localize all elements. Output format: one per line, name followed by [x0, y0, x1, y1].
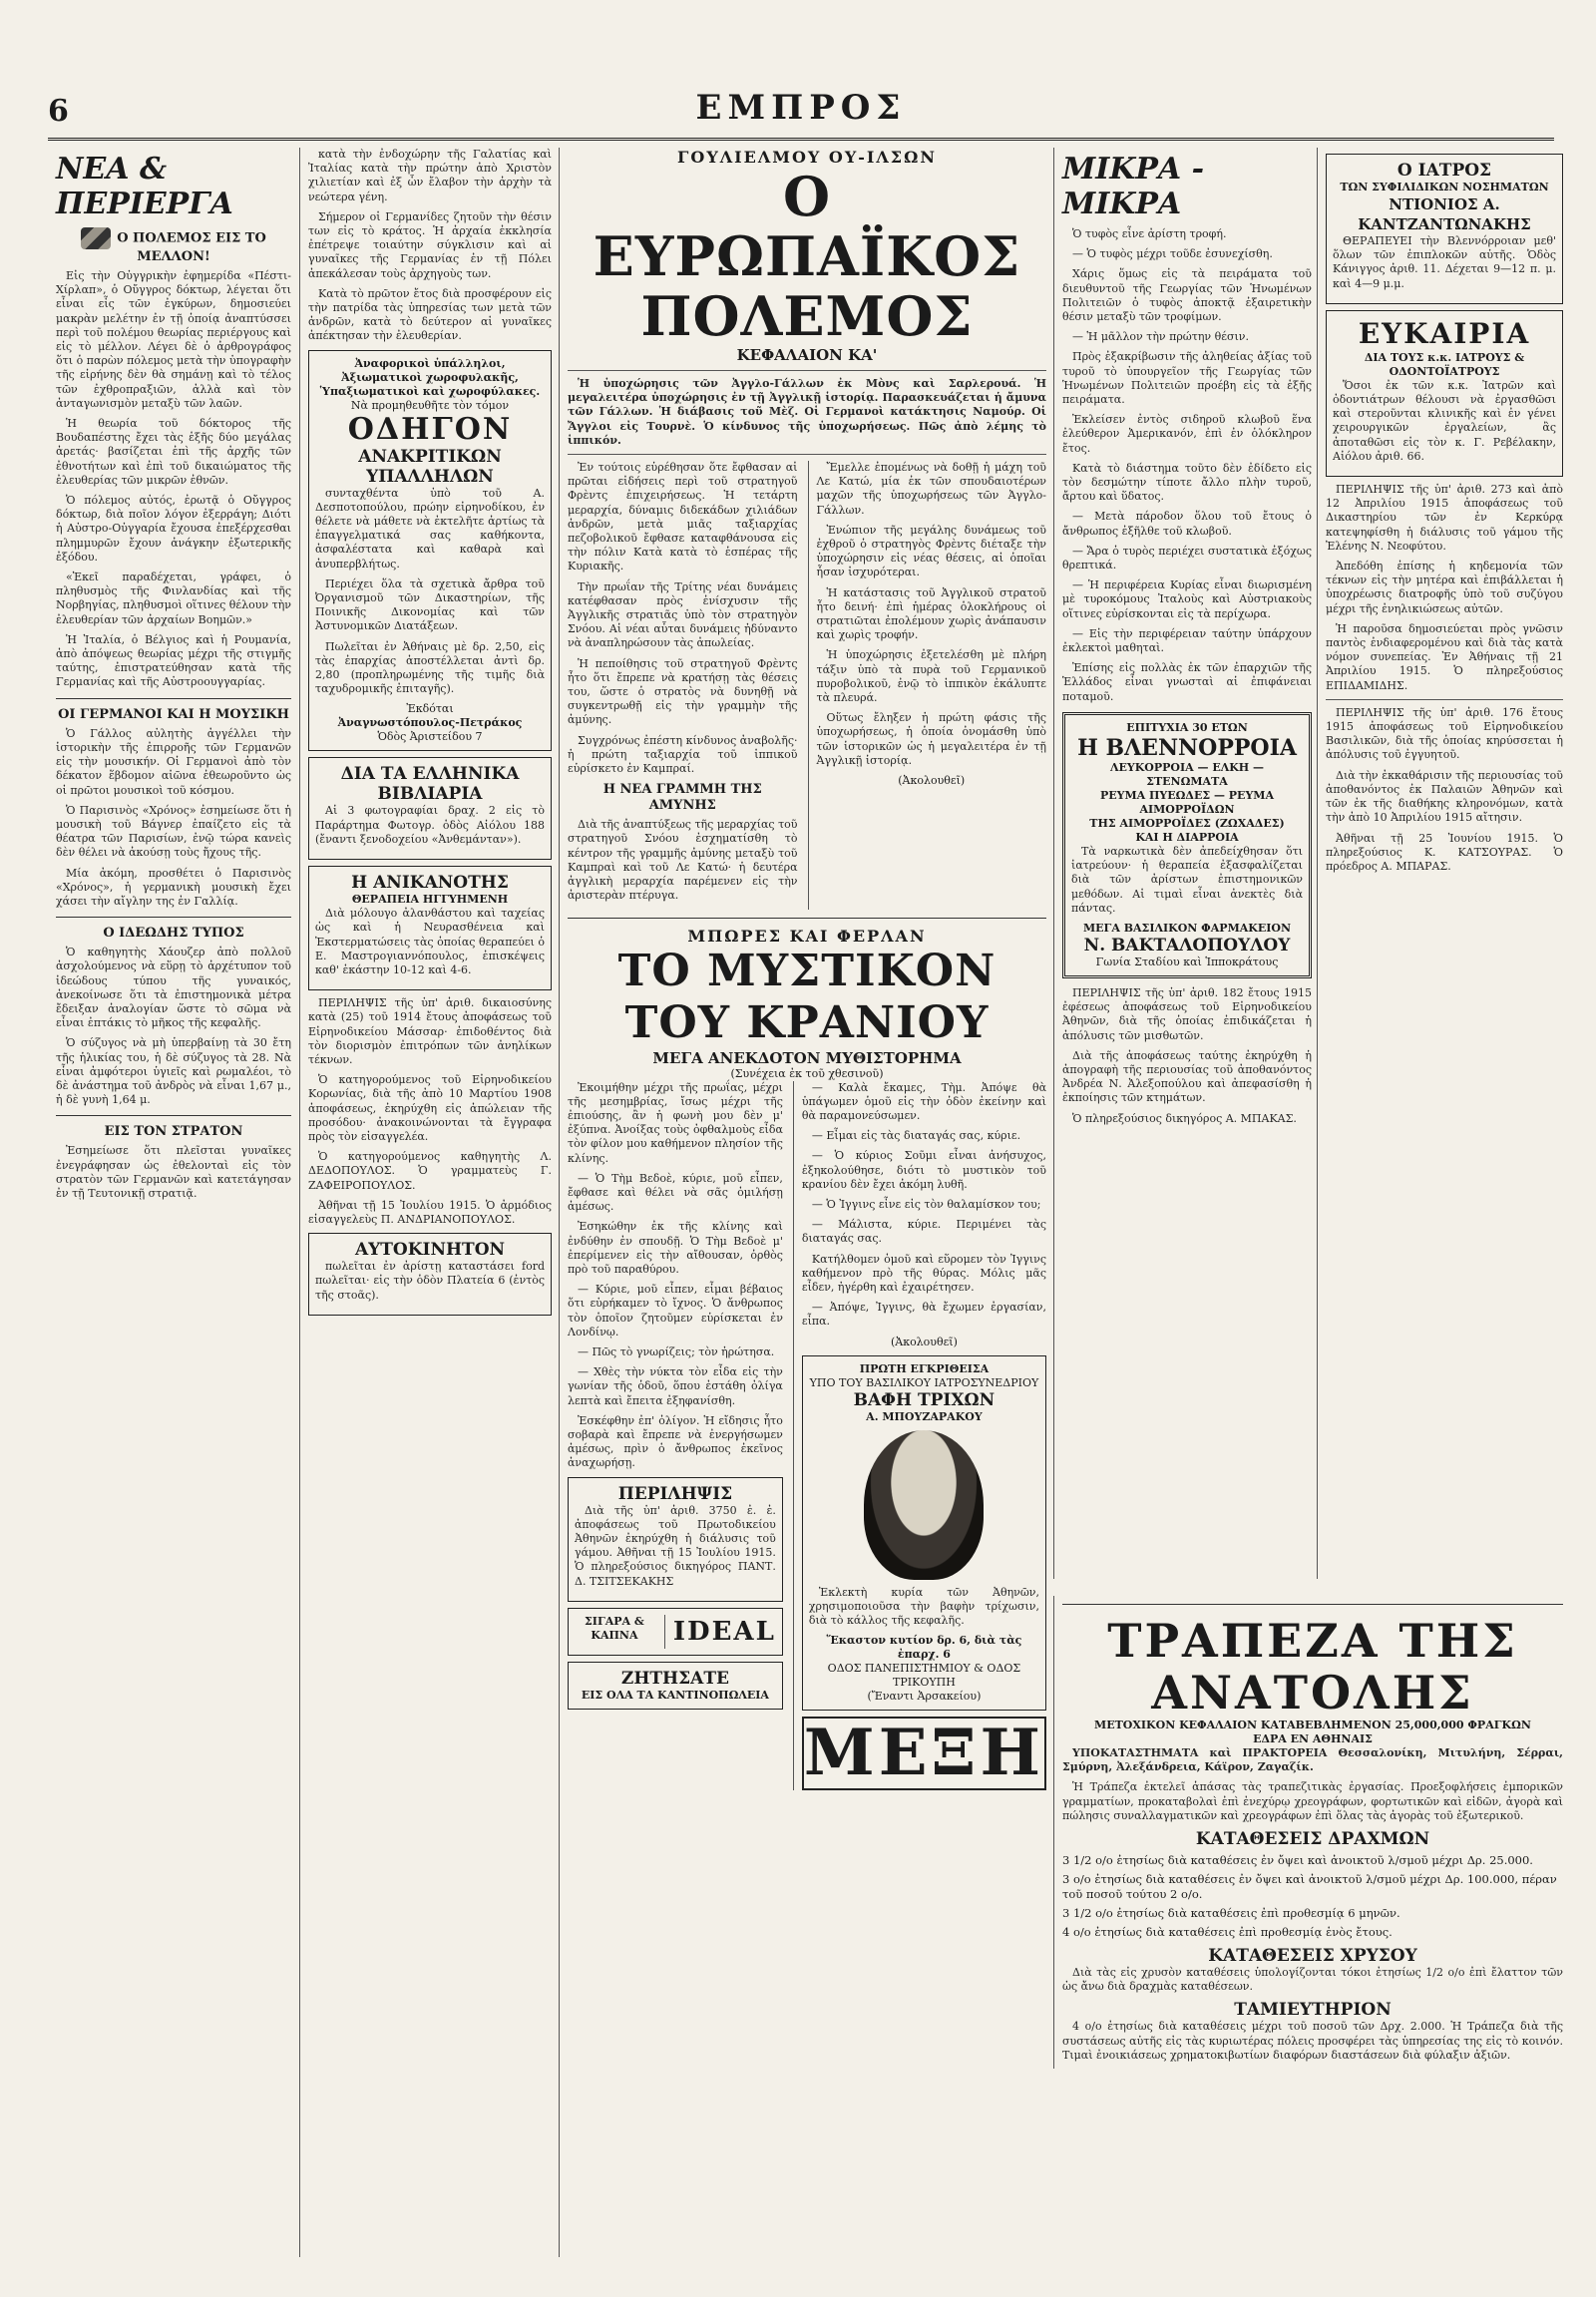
article-paragraph: Ὁ Γάλλος αὐλητὴς ἀγγέλλει τὴν ἱστορικὴν τῆς ἐπιρροῆς τῶν Γερμανῶν εἰς τὴν μουσικήν. Οἱ Γερμανοὶ ἀπὸ τὸν δέκατον ἕβδομον αἰῶνα ἐθεωροῦντο ὡς οἱ πρῶτοι μουσικοὶ τοῦ κόσμου.: [56, 726, 291, 797]
serial-paragraph: — Ὁ κύριος Σοῦμι εἶναι ἀνήσυχος, ἐξηκολούθησε, διότι τὸ μυστικὸν τοῦ κρανίου δὲν ἔχει ἀκόμη λυθῆ.: [801, 1149, 1046, 1191]
article-paragraph: Διὰ τῆς ἀναπτύξεως τῆς μεραρχίας τοῦ στρατηγοῦ Σνόου ἐσχηματίσθη τὸ κέντρον τῆς γραμμῆς ἀμύνης μεταξὺ τοῦ Καμπραὶ καὶ τοῦ Λε Κατώ· ἡ δευτέρα ἀγγλικὴ μεραρχία παρέμενεν εἰς τὴν ἀριστερὰν πτέρυγα.: [568, 818, 798, 903]
article-paragraph: Χάρις ὅμως εἰς τὰ πειράματα τοῦ διευθυντοῦ τῆς Γεωργίας τῶν Ἡνωμένων Πολιτειῶν ὁ τυφὸς ἀποκτᾷ ἐξαιρετικὴν θέσιν μεταξὺ τῶν τροφίμων.: [1062, 267, 1312, 324]
advert-title: ΒΑΦΗ ΤΡΙΧΩΝ: [853, 1389, 996, 1410]
article-paragraph: Ἡ ὑποχώρησις ἐξετελέσθη μὲ πλήρη τάξιν ὑπὸ τὰ πυρὰ τοῦ Γερμανικοῦ πυροβολικοῦ, ἐνῷ τὸ ἱππικὸν ἐκάλυπτε τὰ πλευρά.: [816, 648, 1046, 705]
advert-cigarettes-row: [575, 1615, 776, 1649]
bank-title: ΤΡΑΠΕΖΑ ΤΗΣ ΑΝΑΤΟΛΗΣ: [1107, 1614, 1518, 1720]
article-paragraph: κατὰ τὴν ἐνδοχώρην τῆς Γαλατίας καὶ Ἰταλίας κατὰ τὴν πρώτην ἀπὸ Χριστὸν χιλιετίαν καὶ ἐξ ὧν ἔλαβον τὴν ἀρχὴν τὰ νεώτερα γένη.: [308, 148, 552, 203]
advert-text: Πωλεῖται ἐν Ἀθήναις μὲ δρ. 2,50, εἰς τὰς ἐπαρχίας ἀποστέλλεται ἀντὶ δρ. 2,80 (προπληρωμένης τῆς τιμῆς διὰ ταχυδρομικῆς ἐπιταγῆς).: [315, 639, 545, 696]
serial-authors: ΜΠΩΡΕΣ ΚΑΙ ΦΕΡΛΑΝ: [687, 926, 927, 946]
advert-title: ΕΥΚΑΙΡΙΑ: [1358, 316, 1531, 350]
serial-right: [793, 1081, 1046, 1791]
advert-title-odigon: ΟΔΗΓΟΝ: [347, 411, 513, 447]
publisher-name: Ἀναγνωστόπουλος-Πετράκος: [337, 716, 523, 730]
advert-cigarettes-label: ΣΙΓΑΡΑ & ΚΑΠΝΑ: [585, 1614, 644, 1642]
serial-paragraph: Κατήλθομεν ὁμοῦ καὶ εὕρομεν τὸν Ἰγγινς καθήμενον πρὸ τῆς θύρας. Μόλις μᾶς εἶδεν, ἠγέρθη καὶ ἐχαιρέτησεν.: [801, 1252, 1046, 1294]
article-paragraph: Κατὰ τὸ διάστημα τοῦτο δὲν ἐδίδετο εἰς τὸν δεσμώτην τίποτε ἄλλο πλὴν τυροῦ, ἄρτου καὶ ὕδατος.: [1062, 461, 1312, 504]
advert-text: Τὰ ναρκωτικὰ δὲν ἀπεδείχθησαν ὅτι ἰατρεύουν· ἡ θεραπεία ἐξασφαλίζεται διὰ τῶν ἀρίστων ἐπιστημονικῶν μεθόδων. Αἱ τιμαὶ εἶναι ἀνεκτὲς διὰ πάντας.: [1071, 844, 1303, 915]
legal-notice: Ὁ πληρεξούσιος δικηγόρος Α. ΜΠΑΚΑΣ.: [1072, 1111, 1297, 1125]
legal-notice: Διὰ τὴν ἐκκαθάρισιν τῆς περιουσίας τοῦ ἀποθανόντος ἐκ Παλαιῶν Ἀθηνῶν καὶ τῶν ἐκ τῆς διαθήκης κληρονόμων, κατὰ τὴν ἀπὸ 10 Ἀπριλίου 1915 αἴτησιν.: [1326, 768, 1563, 825]
serial-paragraph: — Ὁ Τὴμ Βεδοὲ, κύριε, μοῦ εἶπεν, ἔφθασε καὶ θέλει νὰ σᾶς ὁμιλήσῃ ἀμέσως.: [568, 1171, 783, 1214]
article-paragraph: «Ἐκεῖ παραδέχεται, γράφει, ὁ πληθυσμὸς τῆς Φινλανδίας καὶ τῆς Νορβηγίας, πληθυσμοὶ οἵτινες θέλουν τὴν ἐλευθερίαν τῶν ἀρχαίων Βοημῶν.»: [56, 571, 291, 626]
legal-summary-box: [568, 1477, 783, 1602]
bank-headquarters: ΕΔΡΑ ΕΝ ΑΘΗΝΑΙΣ: [1253, 1732, 1373, 1745]
advert-text: Ἐκλεκτὴ κυρία τῶν Ἀθηνῶν, χρησιμοποιοῦσα τὴν βαφὴν τρίχωσιν, διὰ τὸ κάλλος τῆς κεφαλῆς.: [808, 1585, 1039, 1627]
column-news-curiosities: [48, 148, 299, 2257]
advert-booklets: [308, 757, 552, 860]
serial-continuation: (Συνέχεια ἐκ τοῦ χθεσινοῦ): [730, 1066, 884, 1080]
advert-line: Α. ΜΠΟΥΖΑΡΑΚΟΥ: [866, 1409, 983, 1423]
article-paragraph: Ὁ καθηγητὴς Χάουζερ ἀπὸ πολλοῦ ἀσχολούμενος νὰ εὕρῃ τὸ ἀρχέτυπον τοῦ ἰδεώδους τύπου τῆς γυναικός, ἀνεκοίνωσε ὅτι τὰ ἐπιστημονικὰ μέτρα ἔδειξαν ἀναλογίαν ὥστε τὸ σῶμα νὰ εἶναι ἐπτάκις τὸ μῆκος τῆς κεφαλῆς.: [56, 946, 291, 1030]
woman-portrait-image: [864, 1430, 984, 1580]
decorative-sketch-icon: [81, 227, 111, 249]
advert-subtitle: ΕΙΣ ΟΛΑ ΤΑ ΚΑΝΤΙΝΟΠΩΛΕΙΑ: [581, 1688, 769, 1702]
legal-notice: ΠΕΡΙΛΗΨΙΣ τῆς ὑπ' ἀριθ. δικαιοσύνης κατὰ (25) τοῦ 1914 ἔτους ἀποφάσεως τοῦ Εἰρηνοδικείου Μάσσαρ· ἐπιδοθέντος διὰ τὸν διορισμὸν ἐπιτρόπων τῶν ἀνηλίκων τέκνων.: [308, 996, 552, 1066]
headline-european-war: Ο ΕΥΡΩΠΑΪΚΟΣ ΠΟΛΕΜΟΣ: [593, 165, 1021, 348]
bank-branches: ΥΠΟΚΑΤΑΣΤΗΜΑΤΑ καὶ ΠΡΑΚΤΟΡΕΙΑ Θεσσαλονίκη, Μιτυλήνη, Σέρραι, Σμύρνη, Ἀλεξάνδρεια, Κάϊρον, Ζαγαζίκ.: [1062, 1746, 1563, 1774]
article-paragraph: — Εἰς τὴν περιφέρειαν ταύτην ὑπάρχουν ἐκλεκτοὶ μαθηταὶ.: [1062, 626, 1312, 655]
divider: [568, 370, 1046, 371]
serial-paragraph: — Μάλιστα, κύριε. Περιμένει τὰς διαταγάς σας.: [801, 1218, 1046, 1246]
advert-address-note: (Ἔναντι Ἀρσακείου): [867, 1690, 982, 1704]
article-paragraph: Ὁ τυφὸς εἶνε ἀρίστη τροφή.: [1072, 227, 1227, 240]
article-paragraph: Πρὸς ἐξακρίβωσιν τῆς ἀληθείας ἀξίας τοῦ τυροῦ τὸ ὑπουργεῖον τῆς Γεωργίας τῶν Ἡνωμένων Πολιτειῶν προέβη εἰς τὰ ἑξῆς πειράματα.: [1062, 350, 1312, 407]
advert-line: Ἀξιωματικοὶ χωροφυλακῆς,: [341, 370, 519, 384]
article-paragraph: — Ἡ μᾶλλον τὴν πρώτην θέσιν.: [1072, 330, 1249, 344]
advert-title: ΑΥΤΟΚΙΝΗΤΟΝ: [354, 1240, 506, 1261]
article-paragraph: Σήμερον οἱ Γερμανίδες ζητοῦν τὴν θέσιν των εἰς τὸ κράτος. Ἡ ἀρχαία ἐκκλησία ἐπέτρεψε τοιαύτην σύγκλισιν καὶ αἱ γυναῖκες τῆς Γερμανίας ἐν τῇ Πόλει ἀπεκάλεσαν τοὺς ἀρχηγοὺς των.: [308, 209, 552, 280]
bank-deposits-title: ΚΑΤΑΘΕΣΕΙΣ ΔΡΑΧΜΩΝ: [1195, 1829, 1430, 1850]
serial-paragraph: — Ὁ Ἰγγινς εἶνε εἰς τὸν θαλαμίσκον του;: [811, 1197, 1041, 1211]
article-paragraph: Ἐνώπιον τῆς μεγάλης δυνάμεως τοῦ ἐχθροῦ ὁ στρατηγὸς Φρὲντς διέταξε τὴν ὑποχώρησιν εἰς νέας θέσεις, αἱ ὁποῖαι ἦσαν ἰσχυρότεραι.: [816, 523, 1046, 579]
advert-line: ΡΕΥΜΑ ΠΥΕΩΔΕΣ — ΡΕΥΜΑ ΑΙΜΟΡΡΟΪΔΩΝ: [1099, 788, 1275, 816]
serial-paragraph: — Πῶς τὸ γνωρίζεις; τὸν ἠρώτησα.: [578, 1344, 775, 1358]
article-paragraph: Ἐπίσης εἰς πολλὰς ἐκ τῶν ἐπαρχιῶν τῆς Ἑλλάδος εἶναι γνωσταὶ αἱ ἐπιφάνειαι ποταμοῦ.: [1062, 661, 1312, 703]
article-paragraph: Οὕτως ἔληξεν ἡ πρώτη φάσις τῆς ὑποχωρήσεως, ἡ ὁποία ὀνομάσθη ὑπὸ τῶν ἱστορικῶν ὡς ἡ μεγαλειτέρα ἐν τῇ Ἀγγλικῇ ἱστορίᾳ.: [816, 711, 1046, 767]
bank-gold-text: Διὰ τὰς εἰς χρυσὸν καταθέσεις ὑπολογίζονται τόκοι ἐτησίως 1/2 ο/ο ἐπὶ ἔλαττον τῶν ὡς ἄνω διὰ δραχμὰς καταθέσεων.: [1062, 1966, 1563, 1994]
advert-meks: ΜΕΞΗ: [803, 1716, 1044, 1791]
advert-blennorrhea: [1062, 712, 1312, 978]
advert-line: Ὑπαξιωματικοὶ καὶ χωροφύλακες.: [319, 384, 541, 398]
publisher-address: Ὁδὸς Ἀριστείδου 7: [377, 730, 483, 744]
advert-text: ΘΕΡΑΠΕΥΕΙ τὴν Βλεννόρροιαν μεθ' ὅλων τῶν ἐπιπλοκῶν αὐτῆς. Ὁδὸς Κάνιγγος ἀριθ. 11. Δέχεται 9—12 π. μ. καὶ 4—9 μ.μ.: [1333, 234, 1556, 290]
article-paragraph: Ἡ Ἰταλία, ὁ Βέλγιος καὶ ἡ Ρουμανία, ἀπὸ ἀπόψεως θεωρίας μέχρι τῆς στιγμῆς ταύτης, ἐπιστρατεύθησαν κατὰ τῆς Γερμανίας καὶ τῆς Αὐστροουγγαρίας.: [56, 632, 291, 689]
advert-subtitle: ΔΙΑ ΤΟΥΣ κ.κ. ΙΑΤΡΟΥΣ & ΟΔΟΝΤΟΪΑΤΡΟΥΣ: [1364, 350, 1525, 378]
legal-summary-title: ΠΕΡΙΛΗΨΙΣ: [617, 1483, 733, 1504]
bank-deposit-rate: 4 ο/ο ἐτησίως διὰ καταθέσεις ἐπὶ προθεσμίᾳ ἑνὸς ἔτους.: [1062, 1925, 1393, 1940]
advert-years: ΕΠΙΤΥΧΙΑ 30 ΕΤΩΝ: [1126, 720, 1248, 734]
article-paragraph: Ὁ Παρισινὸς «Χρόνος» ἐσημείωσε ὅτι ἡ μουσικὴ τοῦ Βάγνερ ἐπαίζετο εἰς τὰ θέατρα τῶν Παρισίων, ἐνῷ τώρα κανεὶς δὲν θέλει νὰ ἀκούσῃ τοὺς ἤχους τῆς.: [56, 803, 291, 860]
divider: [56, 698, 291, 699]
legal-notice: Ἀπεδόθη ἐπίσης ἡ κηδεμονία τῶν τέκνων εἰς τὴν μητέρα καὶ ἐπιβάλλεται ἡ ὑποχρέωσις διατροφῆς ὑπὸ τοῦ συζύγου μέχρι τῆς ἐνηλικιώσεως αὐτῶν.: [1326, 560, 1563, 615]
advert-text: πωλεῖται ἐν ἀρίστῃ καταστάσει ford πωλεῖται· εἰς τὴν ὁδὸν Πλατεία 6 (ἐντὸς τῆς στοᾶς).: [315, 1260, 545, 1302]
advert-car: [308, 1233, 552, 1316]
advert-subtitle: ΤΩΝ ΣΥΦΙΛΙΔΙΚΩΝ ΝΟΣΗΜΑΤΩΝ: [1340, 181, 1549, 193]
divider: [56, 917, 291, 918]
advert-address: ΟΔΟΣ ΠΑΝΕΠΙΣΤΗΜΙΟΥ & ΟΔΟΣ ΤΡΙΚΟΥΠΗ: [827, 1662, 1021, 1690]
legal-notice: Ἀθῆναι τῇ 25 Ἰουνίου 1915. Ὁ πληρεξούσιος Κ. ΚΑΤΣΟΥΡΑΣ. Ὁ πρόεδρος Α. ΜΠΑΡΑΣ.: [1326, 831, 1563, 873]
serial-paragraph: — Κύριε, μοῦ εἶπεν, εἶμαι βέβαιος ὅτι εὑρήκαμεν τὸ ἴχνος. Ὁ ἄνθρωπος τὸν ὁποῖον ζητοῦμεν εὑρίσκεται ἐν Λονδίνῳ.: [568, 1283, 783, 1339]
chapter-label: ΚΕΦΑΛΑΙΟΝ ΚΑ': [736, 346, 878, 364]
divider: [1326, 699, 1563, 700]
article-paragraph: — Ἄρα ὁ τυρὸς περιέχει συστατικὰ ἐξόχως θρεπτικά.: [1062, 544, 1312, 573]
legal-notice: ΠΕΡΙΛΗΨΙΣ τῆς ὑπ' ἀριθ. 273 καὶ ἀπὸ 12 Ἀπριλίου 1915 ἀποφάσεως τοῦ Δικαστηρίου τῶν ἐν Κερκύρᾳ κατεψηφίσθη ἡ διάλυσις τοῦ γάμου τῆς Ἐλένης Ν. Νεοφύτου.: [1326, 483, 1563, 553]
advert-line: ΚΑΙ Η ΔΙΑΡΡΟΙΑ: [1135, 830, 1239, 844]
serial-paragraph: — Εἶμαι εἰς τὰς διαταγάς σας, κύριε.: [811, 1129, 1021, 1143]
advert-title: Η ΒΛΕΝΝΟΡΡΟΙΑ: [1077, 734, 1297, 761]
war-article-left: [568, 461, 798, 909]
article-paragraph: Ὁ πόλεμος αὐτός, ἐρωτᾷ ὁ Οὔγγρος δόκτωρ, διὰ ποῖον λόγον ἐξερράγη; Διότι ἡ Αὐστρο-Οὐγγαρία ἔχουσα ἐπεξέρχεσθαι πλημμυρῶν ἔχουν ἀνάγκην ἐξωτερικῆς ἐξόδου.: [56, 494, 291, 564]
advert-line: ΛΕΥΚΟΡΡΟΙΑ — ΕΛΚΗ — ΣΤΕΝΩΜΑΤΑ: [1109, 760, 1265, 788]
bank-deposit-rate: 3 ο/ο ἐτησίως διὰ καταθέσεις ἐν ὄψει καὶ ἀνοικτοῦ λ/σμοῦ μέχρι Δρ. 100.000, πέραν τοῦ ποσοῦ τούτου 2 ο/ο.: [1062, 1872, 1557, 1902]
advert-title: ΔΙΑ ΤΑ ΕΛΛΗΝΙΚΑ ΒΙΒΛΙΑΡΙΑ: [340, 764, 520, 805]
advert-title: Η ΑΝΙΚΑΝΟΤΗΣ: [351, 873, 509, 894]
advert-subtitle: ΑΝΑΚΡΙΤΙΚΩΝ ΥΠΑΛΛΗΛΩΝ: [358, 446, 502, 487]
article-paragraph: — Ὁ τυφὸς μέχρι τοῦδε ἐσυνεχίσθη.: [1072, 247, 1273, 261]
advert-hair-dye: [802, 1355, 1046, 1712]
article-subheading: Η ΝΕΑ ΓΡΑΜΜΗ ΤΗΣ ΑΜΥΝΗΣ: [602, 782, 762, 814]
serial-paragraph: Ἐσηκώθην ἐκ τῆς κλίνης καὶ ἐνδύθην ἐν σπουδῇ. Ὁ Τὴμ Βεδοὲ μ' ἐπερίμενεν εἰς τὴν αἴθουσαν, ὀρθὸς πρὸ τοῦ παραθύρου.: [568, 1220, 783, 1276]
article-paragraph: Ἡ πεποίθησις τοῦ στρατηγοῦ Φρὲντς ἦτο ὅτι ἔπρεπε νὰ κρατήσῃ τὰς θέσεις του, ὥστε ὁ στρατὸς νὰ δυνηθῇ νὰ συγκεντρωθῇ εἰς τὴν γραμμὴν τῆς ἀμύνης.: [568, 656, 798, 727]
serial-body: [568, 1081, 1046, 1791]
advert-doctor: [1326, 154, 1563, 304]
page-number: 6: [48, 94, 69, 129]
bank-savings-title: ΤΑΜΙΕΥΤΗΡΙΟΝ: [1234, 2000, 1392, 2021]
legal-notice: ΠΕΡΙΛΗΨΙΣ τῆς ὑπ' ἀριθ. 176 ἔτους 1915 ἀποφάσεως τοῦ Εἰρηνοδικείου Βασιλικῶν, διὰ τῆς ὁποίας κηρύσσεται ἡ ἀπόλυσις τοῦ ἐγγυητοῦ.: [1326, 705, 1563, 762]
newspaper-name: ΕΜΠΡΟΣ: [695, 88, 907, 128]
advert-line: ΤΗΣ ΑΙΜΟΡΡΟΪΔΕΣ (ΖΩΧΑΔΕΣ): [1089, 816, 1285, 830]
article-paragraph: Ἡ κατάστασις τοῦ Ἀγγλικοῦ στρατοῦ ἦτο δεινή· ἐπὶ ἡμέρας ὁλοκλήρους οἱ στρατιῶται ἐπολέμουν χωρὶς ἀνάπαυσιν καὶ χωρὶς τροφήν.: [816, 585, 1046, 642]
bank-capital: ΜΕΤΟΧΙΚΟΝ ΚΕΦΑΛΑΙΟΝ ΚΑΤΑΒΕΒΛΗΜΕΝΟΝ 25,000,000 ΦΡΑΓΚΩΝ: [1094, 1719, 1531, 1731]
article-heading-war-future: Ο ΠΟΛΕΜΟΣ ΕΙΣ ΤΟ ΜΕΛΛΟΝ!: [56, 227, 291, 265]
advert-text: Αἱ 3 φωτογραφίαι δραχ. 2 εἰς τὸ Παράρτημα Φωτογρ. ὁδὸς Αἰόλου 188 (ἔναντι ξενοδοχείου «Ἀνθεμάνταν»).: [315, 804, 545, 846]
advert-text: Ὅσοι ἐκ τῶν κ.κ. Ἰατρῶν καὶ ὀδοντιάτρων θέλουσι νὰ ἐργασθῶσι καὶ στεροῦνται κλινικῆς καὶ ἐν γένει χειρουργικῶν ἐργαλείων, ἂς ἀποταθῶσι εἰς τὸν κ. Γ. Ρεβέλακην, Αἰόλου ἀριθ. 66.: [1333, 378, 1556, 463]
article-paragraph: Ἐν τούτοις εὑρέθησαν ὅτε ἔφθασαν αἱ πρῶται εἰδήσεις περὶ τοῦ στρατηγοῦ Φρὲντς ἐπιχειρήσεως. Ἡ τετάρτη μεραρχία, δύναμις διδεκάδων χιλιάδων ἀνδρῶν, μετὰ μιᾶς ταξιαρχίας πεζοβολικοῦ ἔφθασε καταφθάνουσα εἰς τὴν πόλιν Κατὰ κατὰ τὸ ἑσπέρας τῆς Κυριακῆς.: [568, 461, 798, 574]
section-title-small: ΜΙΚΡΑ - ΜΙΚΡΑ: [1062, 152, 1205, 221]
serial-paragraph: — Χθὲς τὴν νύκτα τὸν εἶδα εἰς τὴν γωνίαν τῆς ὁδοῦ, ὅπου ἐστάθη ὀλίγα λεπτὰ καὶ ἔπειτα ἐξηφανίσθη.: [568, 1365, 783, 1407]
serial-paragraph: — Ἀπόψε, Ἰγγινς, θὰ ἔχωμεν ἐργασίαν, εἶπα.: [801, 1301, 1046, 1329]
article-paragraph: Εἰς τὴν Οὐγγρικὴν ἐφημερίδα «Πέστι-Χίρλαπ», ὁ Οὔγγρος δόκτωρ, λέγεται ὅτι εἶναι εἷς τῶν ἐγκύρων, δημοσιεύει μακρὰν μελέτην ἐν τῇ ὁποίᾳ ἀναπτύσσει περὶ τοῦ πολέμου θεωρίας περιέργους καὶ εἰς τὸ μέλλον. Λέγει δὲ ὁ ἀρθρογράφος ὅτι ὁ παρὼν πόλεμος μετὰ τὴν ὑπογραφὴν τῆς εἰρήνης δὲν θὰ σημάνῃ καὶ τὸ τέλος τῶν ἐχθροπραξιῶν, ἀλλὰ καὶ τὸν ἀνταγωνισμὸν μεταξὺ τῶν λαῶν.: [56, 269, 291, 410]
article-paragraph: Ἡ θεωρία τοῦ δόκτορος τῆς Βουδαπέστης ἔχει τὰς ἑξῆς δύο μεγάλας ἀρετάς· βασίζεται ἐπὶ τῆς ἀρχῆς τῶν ἐθνοτήτων καὶ ἐπὶ τοῦ δικαιώματος τῆς ἐλευθερίας τῶν μικρῶν ἐθνῶν.: [56, 417, 291, 487]
serial-left: [568, 1081, 783, 1791]
legal-notice: ΠΕΡΙΛΗΨΙΣ τῆς ὑπ' ἀριθ. 182 ἔτους 1915 ἐφέσεως ἀποφάσεως τοῦ Εἰρηνοδικείου Ἀθηνῶν, διὰ τῆς ὁποίας ἐπιδικάζεται ἡ ἀπόλυσις τῶν μισθωτῶν.: [1062, 985, 1312, 1042]
advert-zitite: [568, 1662, 783, 1710]
advert-line: ΠΡΩΤΗ ΕΓΚΡΙΘΕΙΣΑ: [859, 1361, 990, 1375]
bank-savings-text: 4 ο/ο ἐτησίως διὰ καταθέσεις μέχρι τοῦ ποσοῦ τῶν Δρχ. 2.000. Ἡ Τράπεζα διὰ τῆς συστάσεως αὐτῆς εἰς τὰς κυριωτέρας πόλεις προσφέρει τὰς ὑπηρεσίας της εἰς τὸ κοινόν. Τιμαὶ ἐνοικιάσεως χρηματοκιβωτίων διαφόρων διαστάσεων διὰ φύλαξιν ἀξιῶν.: [1062, 2020, 1563, 2062]
war-article-right: [808, 461, 1047, 909]
legal-notice: Ἀθῆναι τῇ 15 Ἰουλίου 1915. Ὁ ἀρμόδιος εἰσαγγελεὺς Π. ΑΝΔΡΙΑΝΟΠΟΥΛΟΣ.: [308, 1198, 552, 1226]
column-notices: [299, 148, 560, 2257]
bank-deposit-rate: 3 1/2 ο/ο ἐτησίως διὰ καταθέσεις ἐπὶ προθεσμίᾳ 6 μηνῶν.: [1062, 1906, 1400, 1921]
legal-notice: Διὰ τῆς ἀποφάσεως ταύτης ἐκηρύχθη ἡ ἀπογραφὴ τῆς περιουσίας τοῦ ἀποθανόντος Ἀνδρέα Ν. Ἀλεξοπούλου καὶ ἀπεφασίσθη ἡ ἐκποίησις τῶν κτημάτων.: [1062, 1048, 1312, 1105]
article-paragraph: Ἐκλείσεν ἐντὸς σιδηροῦ κλωβοῦ ἕνα ἐλεύθερον Ἀμερικανόν, ἐπὶ ἐν ὁλόκληρον ἔτος.: [1062, 413, 1312, 455]
advert-pharmacist: Ν. ΒΑΚΤΑΛΟΠΟΥΛΟΥ: [1083, 935, 1291, 956]
advert-bank-of-the-east: [1053, 1596, 1571, 2069]
article-byline: ΓΟΥΛΙΕΛΜΟΥ ΟΥ-ΙΛΣΩΝ: [677, 148, 937, 167]
column-war-serial: [559, 148, 1054, 2257]
advert-text: Διὰ μόλουγο ἀλανθάστου καὶ ταχείας ὡς καὶ ἡ Νευρασθένεια καὶ Ἐκστερματώσεις τὰς ὁποίας θεραπεύει ὁ Ε. Μαστρογιαννόπουλος, ἐπισκέψεις καθ' ἑκάστην 10-12 καὶ 4-6.: [315, 907, 545, 976]
chapter-summary: Ἡ ὑποχώρησις τῶν Ἀγγλο-Γάλλων ἐκ Μὸνς καὶ Σαρλερουά. Ἡ μεγαλειτέρα ὑποχώρησις ἐν τῇ Ἀγγλικῇ ἱστορίᾳ. Παρασκευάζεται ἡ ἄμυνα τῶν Γάλλων. Ἡ διάβασις τοῦ Μὲζ. Οἱ Γερμανοὶ κατάκτησις Ναμούρ. Οἱ Ἄγγλοι εἰς Τουρνὲ. Ὁ κίνδυνος τῆς ὑποχωρήσεως. Πῶς ἀπὸ λέμης τὸ ἱππικόν.: [568, 377, 1046, 447]
divider: [568, 454, 1046, 455]
advert-cigarettes-brand: IDEAL: [664, 1615, 776, 1649]
divider: [56, 1115, 291, 1116]
advert-opportunity: [1326, 310, 1563, 477]
article-paragraph: — Μετὰ πάροδον ὅλου τοῦ ἔτους ὁ ἄνθρωπος ἐξῆλθε τοῦ κλωβοῦ.: [1062, 510, 1312, 538]
advert-store: ΜΕΓΑ ΒΑΣΙΛΙΚΟΝ ΦΑΡΜΑΚΕΙΟΝ: [1082, 921, 1292, 935]
advert-price: Ἕκαστον κυτίον δρ. 6, διὰ τὰς ἐπαρχ. 6: [826, 1634, 1022, 1662]
legal-notice: Ὁ κατηγορούμενος καθηγητὴς Λ. ΔΕΔΟΠΟΥΛΟΣ. Ὁ γραμματεὺς Γ. ΖΑΦΕΙΡΟΠΟΥΛΟΣ.: [308, 1150, 552, 1192]
article-heading-ideal-type: Ο ΙΔΕΩΔΗΣ ΤΥΠΟΣ: [103, 926, 244, 942]
article-paragraph: Ἐσημείωσε ὅτι πλεῖσται γυναῖκες ἐνεγράφησαν ὡς ἐθελονταὶ εἰς τὸν στρατὸν τῶν Γερμανῶν καὶ κατετάγησαν ἐν τῇ Τευτονικῇ στρατιᾷ.: [56, 1144, 291, 1200]
legal-notice: Ἡ παροῦσα δημοσιεύεται πρὸς γνῶσιν παντὸς ἐνδιαφερομένου καὶ διὰ τὰς κατὰ νόμον συνεπείας. Ἐν Ἀθήναις τῇ 21 Ἀπριλίου 1915. Ὁ πληρεξούσιος ΕΠΙΔΑΜΙΔΗΣ.: [1326, 621, 1563, 692]
advert-line: Ἀναφορικοὶ ὑπάλληλοι,: [354, 356, 506, 370]
divider: [568, 918, 1046, 919]
advert-impotence: [308, 866, 552, 990]
article-paragraph: Μία ἀκόμη, προσθέτει ὁ Παρισινὸς «Χρόνος», ἡ γερμανικὴ μουσικὴ ἔχει χάσει τὴν αἴγλην της ἐν Γαλλίᾳ.: [56, 866, 291, 908]
publisher-label: Ἐκδόται: [406, 702, 454, 716]
column-adverts: [1317, 148, 1571, 1579]
divider: [1062, 1604, 1563, 1605]
serial-paragraph: Ἐκοιμήθην μέχρι τῆς πρωΐας, μέχρι τῆς μεσημβρίας, ἴσως μέχρι τῆς ἐπιούσης, ἂν ἡ φωνὴ μου δὲν μ' ἐξύπνα. Ἀνοίξας τοὺς ὀφθαλμοὺς εἶδα τὸν φίλον μου καθήμενον πλησίον τῆς κλίνης.: [568, 1080, 783, 1165]
advert-doctor-name: ΝΤΙΟΝΙΟΣ Α. ΚΑΝΤΖΑΝΤΩΝΑΚΗΣ: [1358, 195, 1531, 233]
continued-note: (Ἀκολουθεῖ): [898, 774, 966, 788]
article-paragraph: Ἔμελλε ἐπομένως νὰ δοθῇ ἡ μάχη τοῦ Λε Κατώ, μία ἐκ τῶν σπουδαιοτέρων μαχῶν τῆς ὑποχωρήσεως τῶν Ἀγγλο-Γάλλων.: [816, 461, 1046, 517]
serial-subtitle: ΜΕΓΑ ΑΝΕΚΔΟΤΟΝ ΜΥΘΙΣΤΟΡΗΜΑ: [652, 1048, 962, 1067]
advert-text: συνταχθέντα ὑπὸ τοῦ Α. Δεσποτοπούλου, πρώην εἰρηνοδίκου, ἐν θέλετε νὰ μάθετε νὰ ἐκτελῆτε ἀρτίως τὰ ἐπαγγελματικά σας καθήκοντα, ἀσφαλέστατα καὶ καθαρὰ καὶ ἀνυπερβλήτως.: [315, 486, 545, 571]
advert-cigarettes: [568, 1608, 783, 1656]
war-article-body: [568, 461, 1046, 909]
article-paragraph: Ὁ σύζυγος νὰ μὴ ὑπερβαίνῃ τὰ 30 ἔτη τῆς ἡλικίας του, ἡ δὲ σύζυγος τὰ 28. Νὰ εἶναι ἀμφότεροι ὑγιεῖς καὶ ρωμαλέοι, τὸ δὲ ἀνάστημα τοῦ ἀνδρὸς νὰ εἶναι 1,67 μ., ἡ δὲ γυνὴ 1,64 μ.: [56, 1036, 291, 1107]
advert-subtitle: ΘΕΡΑΠΕΙΑ ΗΓΓΥΗΜΕΝΗ: [351, 893, 509, 907]
serial-paragraph: — Καλὰ ἔκαμες, Τὴμ. Ἀπόψε θὰ ὑπάγωμεν ὁμοῦ εἰς τὴν ὁδὸν ἐκείνην καὶ θὰ παραμονεύσωμεν.: [801, 1080, 1046, 1122]
bank-gold-title: ΚΑΤΑΘΕΣΕΙΣ ΧΡΥΣΟΥ: [1208, 1946, 1417, 1967]
advert-title: Ο ΙΑΤΡΟΣ: [1396, 161, 1492, 181]
column-small-news: [1053, 148, 1320, 1579]
legal-notice: Ὁ κατηγορούμενος τοῦ Εἰρηνοδικείου Κορωνίας, διὰ τῆς ἀπὸ 10 Μαρτίου 1908 ἀποφάσεως, ἐκηρύχθη εἰς ἀπώλειαν τῆς προσόδου· ἀνακοινώνονται τὰ ἔγγραφα πρὸς τὸν εἰσαγγελέα.: [308, 1073, 552, 1143]
serial-title: ΤΟ ΜΥΣΤΙΚΟΝ ΤΟΥ ΚΡΑΝΙΟΥ: [617, 945, 997, 1048]
article-heading-germans-music: ΟΙ ΓΕΡΜΑΝΟΙ ΚΑΙ Η ΜΟΥΣΙΚΗ: [58, 706, 289, 722]
advert-line: Νὰ προμηθευθῆτε τὸν τόμον: [350, 398, 510, 412]
advert-text: Περιέχει ὅλα τὰ σχετικὰ ἄρθρα τοῦ Ὀργανισμοῦ τῶν Δικαστηρίων, τῆς Ποινικῆς Δικονομίας καὶ τῶν Ἀστυνομικῶν Διατάξεων.: [315, 576, 545, 633]
article-paragraph: Κατὰ τὸ πρῶτον ἔτος διὰ προσφέρουν εἰς τὴν πατρίδα τὰς ὑπηρεσίας των μετὰ τῶν ἀνδρῶν, κατὰ τὸ δεύτερον αἱ γυναῖκες ἀπέκτησαν τὴν ἐλευθερίαν.: [308, 286, 552, 343]
article-paragraph: — Ἡ περιφέρεια Κυρίας εἶναι διωρισμένη μὲ τυροκόμους Ἰταλοὺς καὶ Αὐστριακοὺς οἵτινες εὑρίσκονται εἰς τὰ περίχωρα.: [1062, 578, 1312, 620]
continued-note: (Ἀκολουθεῖ): [890, 1335, 958, 1348]
advert-guide-book: [308, 350, 552, 752]
article-paragraph: Τὴν πρωΐαν τῆς Τρίτης νέαι δυνάμεις κατέφθασαν πρὸς ἐνίσχυσιν τῆς Ἀγγλικῆς στρατιᾶς ὑπὸ τὸν στρατηγὸν Σνόου. Αἱ νέαι αὗται δυνάμεις ἠδύναντο νὰ ἀναπληρώσουν τὰς ἀπωλείας.: [568, 579, 798, 650]
bank-deposit-rate: 3 1/2 ο/ο ἐτησίως διὰ καταθέσεις ἐν ὄψει καὶ ἀνοικτοῦ λ/σμοῦ μέχρι Δρ. 25.000.: [1062, 1853, 1533, 1868]
advert-line: ΥΠΟ ΤΟΥ ΒΑΣΙΛΙΚΟΥ ΙΑΤΡΟΣΥΝΕΔΡΙΟΥ: [809, 1375, 1039, 1389]
serial-paragraph: Ἐσκέφθην ἐπ' ὀλίγον. Ἡ εἴδησις ἦτο σοβαρὰ καὶ ἔπρεπε νὰ ἐνεργήσωμεν ἀμέσως, πρὶν ὁ ἄνθρωπος ἐκεῖνος ἀναχωρήσῃ.: [568, 1413, 783, 1470]
advert-title: ΖΗΤΗΣΑΤΕ: [620, 1668, 729, 1689]
advert-address: Γωνία Σταδίου καὶ Ἱπποκράτους: [1095, 955, 1279, 968]
legal-summary-text: Διὰ τῆς ὑπ' ἀριθ. 3750 ἐ. ἐ. ἀποφάσεως τοῦ Πρωτοδικείου Ἀθηνῶν ἐκηρύχθη ἡ διάλυσις τοῦ γάμου. Ἀθῆναι τῇ 15 Ἰουλίου 1915. Ὁ πληρεξούσιος δικηγόρος ΠΑΝΤ. Δ. ΤΣΙΤΣΕΚΑΚΗΣ: [575, 1503, 776, 1588]
masthead: [48, 86, 1554, 141]
article-heading-army: ΕΙΣ ΤΟΝ ΣΤΡΑΤΟΝ: [104, 1124, 243, 1140]
article-paragraph: Συγχρόνως ἐπέστη κίνδυνος ἀναβολῆς· ἡ πρώτη ταξιαρχία τοῦ ἱππικοῦ εὑρίσκετο ἐν Καμπραί.: [568, 733, 798, 776]
section-title-news: ΝΕΑ & ΠΕΡΙΕΡΓΑ: [56, 152, 233, 221]
bank-services: Ἡ Τράπεζα ἐκτελεῖ ἁπάσας τὰς τραπεζιτικὰς ἐργασίας. Προεξοφλήσεις ἐμπορικῶν γραμματίων, προκαταβολαὶ ἐπὶ ἐνεχύρῳ χρεογράφων, φορτωτικῶν καὶ εἰδῶν, ἀγορὰ καὶ πώλησις συναλλαγματικῶν καὶ χρεογράφων ἐπὶ ὅλας τὰς ἀγορὰς τοῦ ἐξωτερικοῦ.: [1062, 1780, 1563, 1822]
